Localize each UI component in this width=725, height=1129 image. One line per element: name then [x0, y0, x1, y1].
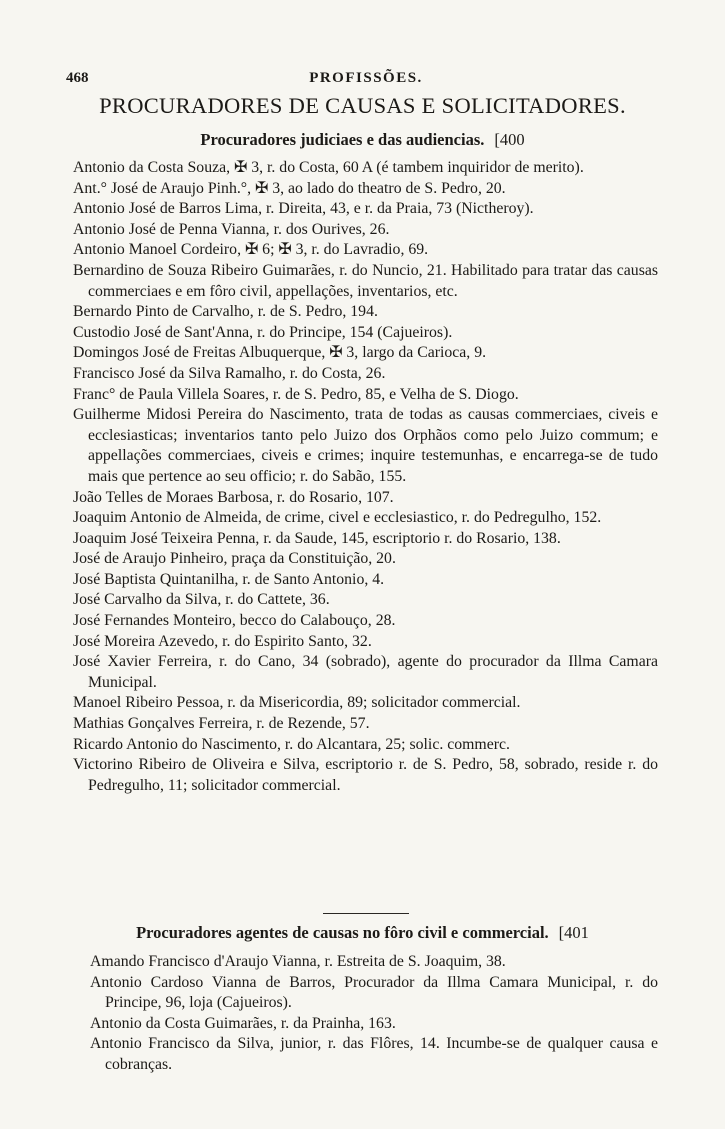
- list-item: Joaquim José Teixeira Penna, r. da Saude, 145, escriptorio r. do Rosario, 138.: [73, 529, 561, 547]
- list-item: José Baptista Quintanilha, r. de Santo Antonio, 4.: [73, 570, 385, 588]
- subheading-agentes: [0, 923, 725, 943]
- list-item: Antonio Manoel Cordeiro, ✠ 6; ✠ 3, r. do Lavradio, 69.: [73, 241, 429, 259]
- list-item: Antonio da Costa Guimarães, r. da Prainha, 163.: [90, 1014, 396, 1032]
- list-item: Ant.° José de Araujo Pinh.°, ✠ 3, ao lado do theatro de S. Pedro, 20.: [73, 179, 506, 197]
- subheading-judiciaes: [0, 130, 725, 150]
- list-item: Antonio Francisco da Silva, junior, r. das Flôres, 14. Incumbe-se de qualquer causa e cobranças.: [90, 1035, 658, 1073]
- section-label: PROFISSÕES.: [309, 70, 423, 86]
- list-item: Mathias Gonçalves Ferreira, r. de Rezende, 57.: [73, 715, 370, 733]
- list-item: Bernardino de Souza Ribeiro Guimarães, r. do Nuncio, 21. Habilitado para tratar das causas commerciaes e em fôro civil, appellações, inventarios, etc.: [73, 261, 658, 300]
- entry-list-judiciaes: [73, 158, 658, 796]
- list-item: Antonio José de Barros Lima, r. Direita, 43, e r. da Praia, 73 (Nictheroy).: [73, 200, 534, 218]
- list-item: José de Araujo Pinheiro, praça da Constituição, 20.: [73, 550, 396, 568]
- section-ref: [401: [558, 923, 589, 942]
- section-ref: [400: [494, 130, 525, 149]
- running-head: [66, 70, 666, 90]
- page-number: 468: [66, 70, 89, 86]
- list-item: Bernardo Pinto de Carvalho, r. de S. Pedro, 194.: [73, 303, 378, 321]
- list-item: Manoel Ribeiro Pessoa, r. da Misericordia, 89; solicitador commercial.: [73, 694, 521, 712]
- page-title: PROCURADORES DE CAUSAS E SOLICITADORES.: [99, 93, 626, 118]
- list-item: José Fernandes Monteiro, becco do Calabouço, 28.: [73, 612, 396, 630]
- subheading-text: Procuradores agentes de causas no fôro civil e commercial.: [136, 923, 549, 942]
- list-item: José Carvalho da Silva, r. do Cattete, 36.: [73, 591, 330, 609]
- list-item: Guilherme Midosi Pereira do Nascimento, trata de todas as causas commerciaes, civeis e ecclesiasticas; inventarios tanto pelo Juizo dos Orphãos como pelo Juizo commum; e appellações commerciaes, civeis e crimes; inquire testemunhas, e encarrega-se de tudo mais que pertence ao seu officio; r. do Sabão, 155.: [73, 406, 658, 485]
- list-item: João Telles de Moraes Barbosa, r. do Rosario, 107.: [73, 488, 394, 506]
- list-item: José Xavier Ferreira, r. do Cano, 34 (sobrado), agente do procurador da Illma Camara Municipal.: [73, 653, 658, 691]
- section-divider: [323, 913, 409, 914]
- list-item: Domingos José de Freitas Albuquerque, ✠ 3, largo da Carioca, 9.: [73, 344, 487, 362]
- list-item: Victorino Ribeiro de Oliveira e Silva, escriptorio r. de S. Pedro, 58, sobrado, reside r. do Pedregulho, 11; solicitador commercial.: [73, 756, 658, 794]
- list-item: Custodio José de Sant'Anna, r. do Principe, 154 (Cajueiros).: [73, 323, 453, 341]
- subheading-text: Procuradores judiciaes e das audiencias.: [200, 130, 485, 149]
- list-item: Antonio da Costa Souza, ✠ 3, r. do Costa, 60 A (é tambem inquiridor de merito).: [73, 159, 584, 176]
- entry-list-agentes: [90, 952, 658, 1076]
- list-item: Antonio Cardoso Vianna de Barros, Procurador da Illma Camara Municipal, r. do Principe, 96, loja (Cajueiros).: [90, 973, 658, 1012]
- list-item: Amando Francisco d'Araujo Vianna, r. Estreita de S. Joaquim, 38.: [90, 953, 506, 970]
- list-item: Franc° de Paula Villela Soares, r. de S. Pedro, 85, e Velha de S. Diogo.: [73, 385, 519, 403]
- list-item: Antonio José de Penna Vianna, r. dos Ourives, 26.: [73, 220, 390, 238]
- list-item: Ricardo Antonio do Nascimento, r. do Alcantara, 25; solic. commerc.: [73, 735, 510, 753]
- list-item: José Moreira Azevedo, r. do Espirito Santo, 32.: [73, 632, 372, 650]
- list-item: Joaquim Antonio de Almeida, de crime, civel e ecclesiastico, r. do Pedregulho, 152.: [73, 509, 602, 527]
- list-item: Francisco José da Silva Ramalho, r. do Costa, 26.: [73, 364, 386, 382]
